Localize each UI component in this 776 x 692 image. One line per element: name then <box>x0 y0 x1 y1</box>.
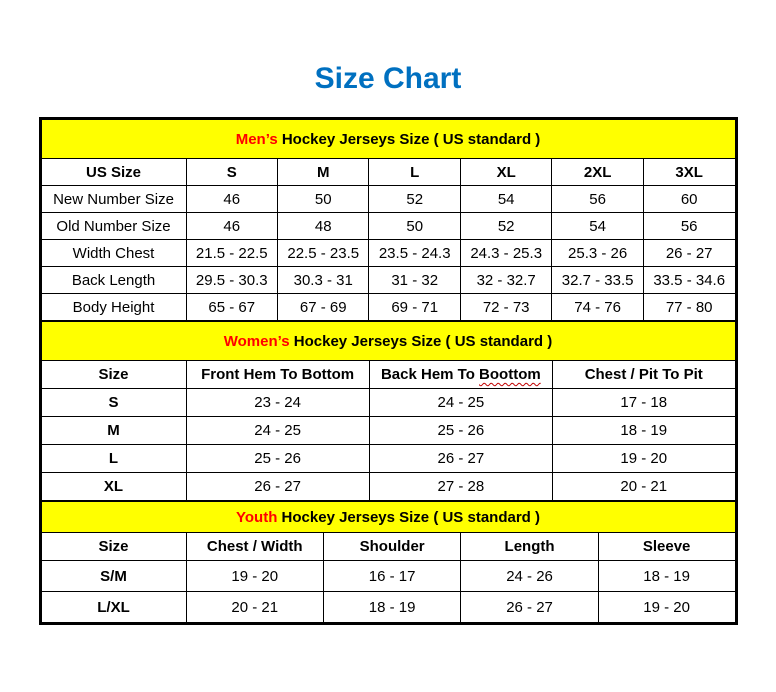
table-cell: 26 - 27 <box>369 445 552 473</box>
table-cell: 20 - 21 <box>186 592 323 623</box>
womens-table-caption <box>41 322 735 361</box>
youth-col-header-length: Length <box>461 533 598 561</box>
table-cell: 56 <box>643 213 735 240</box>
row-label: L/XL <box>41 592 186 623</box>
table-cell: 65 - 67 <box>186 294 277 321</box>
table-cell: 52 <box>369 186 460 213</box>
table-cell: 32 - 32.7 <box>460 267 551 294</box>
womens-size-table <box>41 321 736 501</box>
table-cell: 27 - 28 <box>369 473 552 501</box>
mens-row-old-number-size <box>41 213 735 240</box>
table-cell: 22.5 - 23.5 <box>278 240 369 267</box>
table-cell: 50 <box>278 186 369 213</box>
table-cell: 26 - 27 <box>461 592 598 623</box>
mens-col-header-us-size: US Size <box>41 159 186 186</box>
table-cell: 77 - 80 <box>643 294 735 321</box>
womens-col-header-front-hem: Front Hem To Bottom <box>186 361 369 389</box>
table-cell: 26 - 27 <box>643 240 735 267</box>
mens-col-header-l: L <box>369 159 460 186</box>
womens-caption-accent: Women’s <box>223 332 290 350</box>
table-cell: 60 <box>643 186 735 213</box>
table-cell: 21.5 - 22.5 <box>186 240 277 267</box>
table-cell: 24.3 - 25.3 <box>460 240 551 267</box>
row-label: M <box>41 417 186 445</box>
table-cell: 23.5 - 24.3 <box>369 240 460 267</box>
row-label: New Number Size <box>41 186 186 213</box>
youth-row-sm <box>41 561 735 592</box>
row-label: Old Number Size <box>41 213 186 240</box>
table-cell: 69 - 71 <box>369 294 460 321</box>
back-hem-misspelled-word: Boottom <box>479 366 541 383</box>
mens-caption-accent: Men’s <box>235 130 278 148</box>
row-label: S/M <box>41 561 186 592</box>
table-cell: 19 - 20 <box>598 592 735 623</box>
size-tables-container <box>39 117 738 625</box>
table-cell: 19 - 20 <box>552 445 735 473</box>
table-cell: 31 - 32 <box>369 267 460 294</box>
mens-size-table <box>41 119 736 321</box>
back-hem-prefix: Back Hem To <box>380 366 480 383</box>
row-label: Back Length <box>41 267 186 294</box>
youth-col-header-chest-width: Chest / Width <box>186 533 323 561</box>
table-cell: 30.3 - 31 <box>278 267 369 294</box>
table-cell: 74 - 76 <box>552 294 643 321</box>
mens-row-new-number-size <box>41 186 735 213</box>
table-cell: 24 - 25 <box>369 389 552 417</box>
table-cell: 17 - 18 <box>552 389 735 417</box>
table-cell: 33.5 - 34.6 <box>643 267 735 294</box>
table-cell: 20 - 21 <box>552 473 735 501</box>
row-label: XL <box>41 473 186 501</box>
table-cell: 56 <box>552 186 643 213</box>
mens-row-width-chest <box>41 240 735 267</box>
table-cell: 24 - 26 <box>461 561 598 592</box>
womens-col-header-back-hem <box>369 361 552 389</box>
row-label: L <box>41 445 186 473</box>
table-cell: 25 - 26 <box>186 445 369 473</box>
row-label: S <box>41 389 186 417</box>
table-cell: 50 <box>369 213 460 240</box>
mens-col-header-xl: XL <box>460 159 551 186</box>
table-cell: 23 - 24 <box>186 389 369 417</box>
table-cell: 67 - 69 <box>278 294 369 321</box>
youth-col-header-shoulder: Shoulder <box>323 533 460 561</box>
table-cell: 19 - 20 <box>186 561 323 592</box>
mens-col-header-s: S <box>186 159 277 186</box>
table-cell: 48 <box>278 213 369 240</box>
mens-caption-rest: Hockey Jerseys Size ( US standard ) <box>277 130 541 148</box>
youth-col-header-size: Size <box>41 533 186 561</box>
table-cell: 18 - 19 <box>598 561 735 592</box>
mens-header-row <box>41 159 735 186</box>
row-label: Body Height <box>41 294 186 321</box>
table-cell: 16 - 17 <box>323 561 460 592</box>
table-cell: 18 - 19 <box>323 592 460 623</box>
row-label: Width Chest <box>41 240 186 267</box>
womens-caption-row <box>41 322 735 361</box>
youth-caption-row <box>41 502 735 533</box>
womens-col-header-chest: Chest / Pit To Pit <box>552 361 735 389</box>
mens-col-header-m: M <box>278 159 369 186</box>
table-cell: 24 - 25 <box>186 417 369 445</box>
womens-row-s <box>41 389 735 417</box>
youth-header-row <box>41 533 735 561</box>
mens-row-back-length <box>41 267 735 294</box>
youth-caption-accent: Youth <box>236 508 278 526</box>
womens-row-xl <box>41 473 735 501</box>
table-cell: 26 - 27 <box>186 473 369 501</box>
youth-table-caption <box>41 502 735 533</box>
table-cell: 54 <box>552 213 643 240</box>
mens-col-header-3xl: 3XL <box>643 159 735 186</box>
table-cell: 25 - 26 <box>369 417 552 445</box>
table-cell: 46 <box>186 213 277 240</box>
youth-row-lxl <box>41 592 735 623</box>
womens-row-l <box>41 445 735 473</box>
table-cell: 52 <box>460 213 551 240</box>
youth-col-header-sleeve: Sleeve <box>598 533 735 561</box>
table-cell: 32.7 - 33.5 <box>552 267 643 294</box>
youth-caption-rest: Hockey Jerseys Size ( US standard ) <box>277 508 540 526</box>
womens-col-header-size: Size <box>41 361 186 389</box>
youth-size-table <box>41 501 736 623</box>
page-title: Size Chart <box>314 62 462 95</box>
mens-table-caption <box>41 120 735 159</box>
mens-row-body-height <box>41 294 735 321</box>
table-cell: 29.5 - 30.3 <box>186 267 277 294</box>
table-cell: 18 - 19 <box>552 417 735 445</box>
table-cell: 72 - 73 <box>460 294 551 321</box>
mens-caption-row <box>41 120 735 159</box>
womens-header-row <box>41 361 735 389</box>
table-cell: 54 <box>460 186 551 213</box>
womens-row-m <box>41 417 735 445</box>
womens-caption-rest: Hockey Jerseys Size ( US standard ) <box>289 332 553 350</box>
table-cell: 25.3 - 26 <box>552 240 643 267</box>
table-cell: 46 <box>186 186 277 213</box>
mens-col-header-2xl: 2XL <box>552 159 643 186</box>
